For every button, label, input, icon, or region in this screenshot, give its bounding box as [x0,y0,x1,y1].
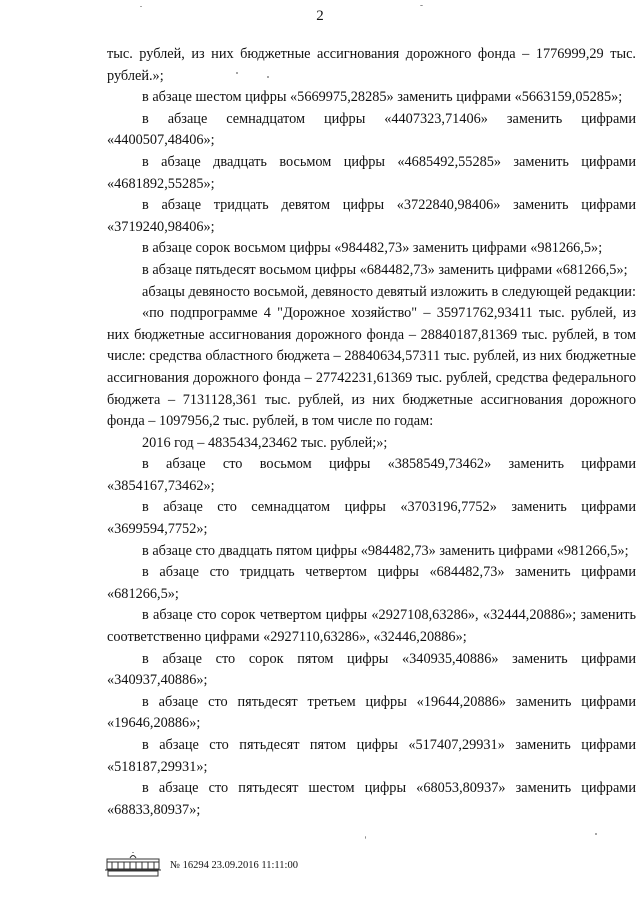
paragraph-4: в абзаце двадцать восьмом цифры «4685492,55285» заменить цифрами «4681892,55285»; [107,153,636,192]
paragraph-13: в абзаце сто двадцать пятом цифры «984482,73» заменить цифрами «981266,5»; [142,542,629,559]
paragraph-3: в абзаце семнадцатом цифры «4407323,71406» заменить цифрами «4400507,48406»; [107,110,636,149]
government-building-seal-icon [104,852,162,878]
scan-artifact [140,6,142,7]
paragraph-10: 2016 год – 4835434,23462 тыс. рублей;»; [142,434,388,451]
paragraph-6: в абзаце сорок восьмом цифры «984482,73» заменить цифрами «981266,5»; [142,240,603,257]
scan-artifact [267,76,269,78]
page-number: 2 [316,8,324,24]
paragraph-7: в абзаце пятьдесят восьмом цифры «684482,73» заменить цифрами «681266,5»; [142,261,628,278]
document-footer [104,852,298,878]
paragraph-1: тыс. рублей, из них бюджетные ассигнования дорожного фонда – 1776999,29 тыс. рублей.»; [107,46,636,84]
paragraph-2: в абзаце шестом цифры «5669975,28285» заменить цифрами «5663159,05285»; [142,89,623,106]
paragraph-19: в абзаце сто пятьдесят шестом цифры «68053,80937» заменить цифрами «68833,80937»; [107,780,636,818]
paragraph-9: «по подпрограмме 4 "Дорожное хозяйство" – 35971762,93411 тыс. рублей, из них бюджетные ассигнования дорожного фонда – 28840187,81369 тыс. рублей, в том числе: средства областного бюджета – 28840634,57311 тыс. рублей, из них бюджетные ассигнования дорожного фонда – 27742231,61369 тыс. рублей, средства федерального бюджета – 7131128,361 тыс. рублей, из них бюджетные ассигнования дорожного фонда – 1097956,2 тыс. рублей, в том числе по годам: [107,305,636,430]
document-body [107,44,636,821]
scan-artifact [365,836,366,839]
paragraph-16: в абзаце сто сорок пятом цифры «340935,40886» заменить цифрами «340937,40886»; [107,650,636,689]
paragraph-15: в абзаце сто сорок четвертом цифры «2927108,63286», «32444,20886»; заменить соответственно цифрами «2927110,63286», «32446,20886»; [107,607,636,646]
paragraph-12: в абзаце сто семнадцатом цифры «3703196,7752» заменить цифрами «3699594,7752»; [107,499,636,538]
paragraph-5: в абзаце тридцать девятом цифры «3722840,98406» заменить цифрами «3719240,98406»; [107,197,636,235]
paragraph-18: в абзаце сто пятьдесят пятом цифры «517407,29931» заменить цифрами «518187,29931»; [107,737,636,775]
scan-artifact [236,72,238,74]
paragraph-11: в абзаце сто восьмом цифры «3858549,73462» заменить цифрами «3854167,73462»; [107,456,636,494]
scan-artifact [595,833,597,835]
scan-artifact [420,5,423,6]
registration-stamp: № 16294 23.09.2016 11:11:00 [170,859,298,871]
paragraph-17: в абзаце сто пятьдесят третьем цифры «19644,20886» заменить цифрами «19646,20886»; [107,693,636,732]
paragraph-8: абзацы девяносто восьмой, девяносто девятый изложить в следующей редакции: [142,283,636,300]
paragraph-14: в абзаце сто тридцать четвертом цифры «684482,73» заменить цифрами «681266,5»; [107,564,636,602]
